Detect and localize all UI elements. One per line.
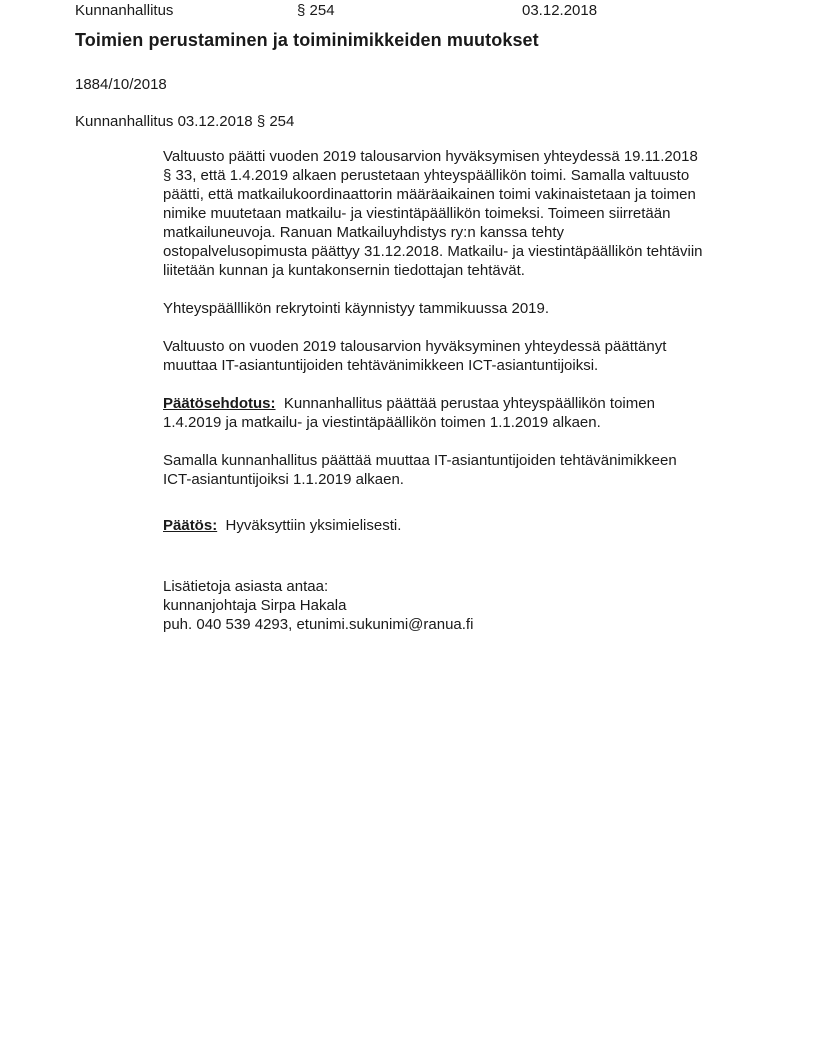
header-section-number: § 254 — [297, 2, 335, 19]
text-line: Valtuusto päätti vuoden 2019 talousarvion hyväksymisen yhteydessä 19.11.2018 — [163, 148, 698, 165]
text-line: ICT-asiantuntijoiksi 1.1.2019 alkaen. — [163, 471, 404, 488]
paragraph — [163, 299, 763, 318]
text-line: Päätösehdotus: Kunnanhallitus päättää perustaa yhteyspäällikön toimen — [163, 395, 655, 412]
text-line: Samalla kunnanhallitus päättää muuttaa IT-asiantuntijoiden tehtävänimikkeen — [163, 452, 677, 469]
paragraph — [163, 516, 763, 535]
header-date: 03.12.2018 — [522, 2, 598, 19]
text-line: puh. 040 539 4293, etunimi.sukunimi@ranua.fi — [163, 616, 474, 633]
text-line: Lisätietoja asiasta antaa: — [163, 578, 329, 595]
decision-label: Päätösehdotus: — [163, 395, 276, 412]
meeting-reference: Kunnanhallitus 03.12.2018 § 254 — [75, 113, 295, 130]
text-line: päätti, että matkailukoordinaattorin määräaikainen toimi vakinaistetaan ja toimen — [163, 186, 696, 203]
text-line: Valtuusto on vuoden 2019 talousarvion hyväksyminen yhteydessä päättänyt — [163, 338, 667, 355]
text-line: Yhteyspäälllikön rekrytointi käynnistyy tammikuussa 2019. — [163, 300, 550, 317]
text-line: Päätös: Hyväksyttiin yksimielisesti. — [163, 517, 402, 534]
text-line: liitetään kunnan ja kuntakonsernin tiedottajan tehtävät. — [163, 262, 525, 279]
paragraph — [163, 451, 763, 489]
decision-label: Päätös: — [163, 517, 218, 534]
page-title: Toimien perustaminen ja toiminimikkeiden muutokset — [75, 30, 539, 50]
paragraph — [163, 577, 763, 634]
text-line: matkailuneuvoja. Ranuan Matkailuyhdistys ry:n kanssa tehty — [163, 224, 565, 241]
text-line: ostopalvelusopimusta päättyy 31.12.2018. Matkailu- ja viestintäpäällikön tehtäviin — [163, 243, 703, 260]
header-organization: Kunnanhallitus — [75, 2, 174, 19]
text-line: kunnanjohtaja Sirpa Hakala — [163, 597, 347, 614]
body-paragraphs — [163, 147, 763, 634]
text-line: 1.4.2019 ja matkailu- ja viestintäpäällikön toimen 1.1.2019 alkaen. — [163, 414, 601, 431]
paragraph — [163, 394, 763, 432]
paragraph — [163, 337, 763, 375]
paragraph — [163, 147, 763, 280]
text-line: nimike muutetaan matkailu- ja viestintäpäällikön toimeksi. Toimeen siirretään — [163, 205, 671, 222]
text-line: § 33, että 1.4.2019 alkaen perustetaan yhteyspäällikön toimi. Samalla valtuusto — [163, 167, 690, 184]
text-line: muuttaa IT-asiantuntijoiden tehtävänimikkeen ICT-asiantuntijoiksi. — [163, 357, 599, 374]
case-number: 1884/10/2018 — [75, 76, 167, 93]
